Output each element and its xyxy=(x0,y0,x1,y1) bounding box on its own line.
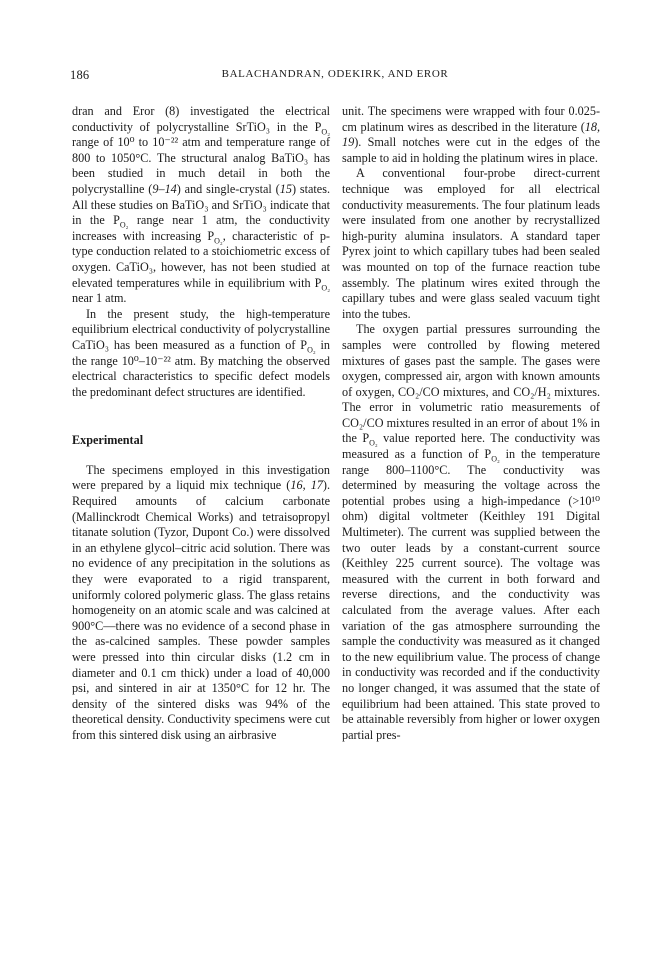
page-number: 186 xyxy=(70,68,90,82)
left-column xyxy=(72,104,330,744)
paragraph-oxygen-pressures: The oxygen partial pressures surrounding the samples were controlled by flowing metered mixtures of gases past the sample. The gases were oxygen, compressed air, argon with known amounts of oxygen, CO₂/CO mixtures, and CO₂/H₂ mixtures. The error in volumetric ratio measurements of CO₂/CO mixtures resulted in an error of about 1% in the $P_{O_2}$ value reported here. The conductivity was measured as a function of $P_{O_2}$ in the temperature range 800–1100°C. The conductivity was determined by measuring the voltage across the potential probes using a high-impedance (>10¹⁰ ohm) digital voltmeter (Keithley 191 Digital Multimeter). The current was supplied between the two outer leads by a constant-current source (Keithley 225 current source). The voltage was measured with the current in both forward and reverse directions, and the conductivity was calculated from the average values. After each variation of the gas atmosphere surrounding the sample the conductivity was measured as it changed to the new equilibrium value. The process of change in conductivity was recorded and if the conductivity no longer changed, it was assumed that the state of equilibrium had been attained. This state proved to be attainable reversibly from higher or lower oxygen partial pres- xyxy=(342,322,601,742)
paragraph-continued: dran and Eror (8) investigated the electrical conductivity of polycrystalline SrTiO₃ in the $P_{O_2}$ range of 10⁰ to 10⁻²² atm and temperature range of 800 to 1050°C. The structural analog BaTiO₃ has been studied in much detail in both the polycrystalline (9–14) and single-crystal (15) states. All these studies on BaTiO₃ and SrTiO₃ indicate that in the $P_{O_2}$ range near 1 atm, the conductivity increases with increasing $P_{O_2}$, characteristic of p-type conduction related to a stoichiometric excess of oxygen. CaTiO₃, however, has not been studied at elevated temperatures while in equilibrium with $P_{O_2}$ near 1 atm. xyxy=(72,104,330,306)
paragraph-four-probe: A conventional four-probe direct-current technique was employed for all electrical conductivity measurements. The four platinum leads were insulated from one another by recrystallized high-purity alumina insulators. A standard taper Pyrex joint to which capillary tubes had been sealed was mounted on top of the furnace reaction tube assembly. The platinum wires exited through the capillary tubes and were glass sealed vacuum tight into the tubes. xyxy=(342,166,600,321)
paragraph-specimens: The specimens employed in this investigation were prepared by a liquid mix technique (16, 17). Required amounts of calcium carbonate (Mallinckrodt Chemical Works) and tetraisopropyl titanate solution (Tyzor, Dupont Co.) were dissolved in an ethylene glycol–citric acid solution. There was no evidence of any precipitation in the solutions as they were evaporated to a rigid transparent, uniformly colored polymeric glass. The glass retains homogeneity on an atomic scale and was calcined at 900°C—there was no evidence of a second phase in the as-calcined samples. These powder samples were pressed into thin circular disks (1.2 cm in diameter and 0.1 cm thick) under a load of 40,000 psi, and sintered in air at 1350°C for 12 hr. The density of the sintered disks was 94% of the theoretical density. Conductivity specimens were cut from this sintered disk using an airbrasive xyxy=(72,462,330,742)
paragraph-wrapping: unit. The specimens were wrapped with four 0.025-cm platinum wires as described in the literature (18, 19). Small notches were cut in the edges of the sample to aid in holding the platinum wires in place. xyxy=(342,104,600,165)
right-column xyxy=(342,104,600,743)
paragraph-present-study: In the present study, the high-temperature equilibrium electrical conductivity of polycrystalline CaTiO₃ has been measured as a function of $P_{O_2}$ in the range 10⁰–10⁻²² atm. By matching the observed electrical characteristics to specific defect models the predominant defect structures are identified. xyxy=(72,306,330,399)
section-heading-experimental: Experimental xyxy=(72,433,144,448)
running-head: BALACHANDRAN, ODEKIRK, AND EROR xyxy=(221,68,449,80)
page-header xyxy=(70,68,600,86)
